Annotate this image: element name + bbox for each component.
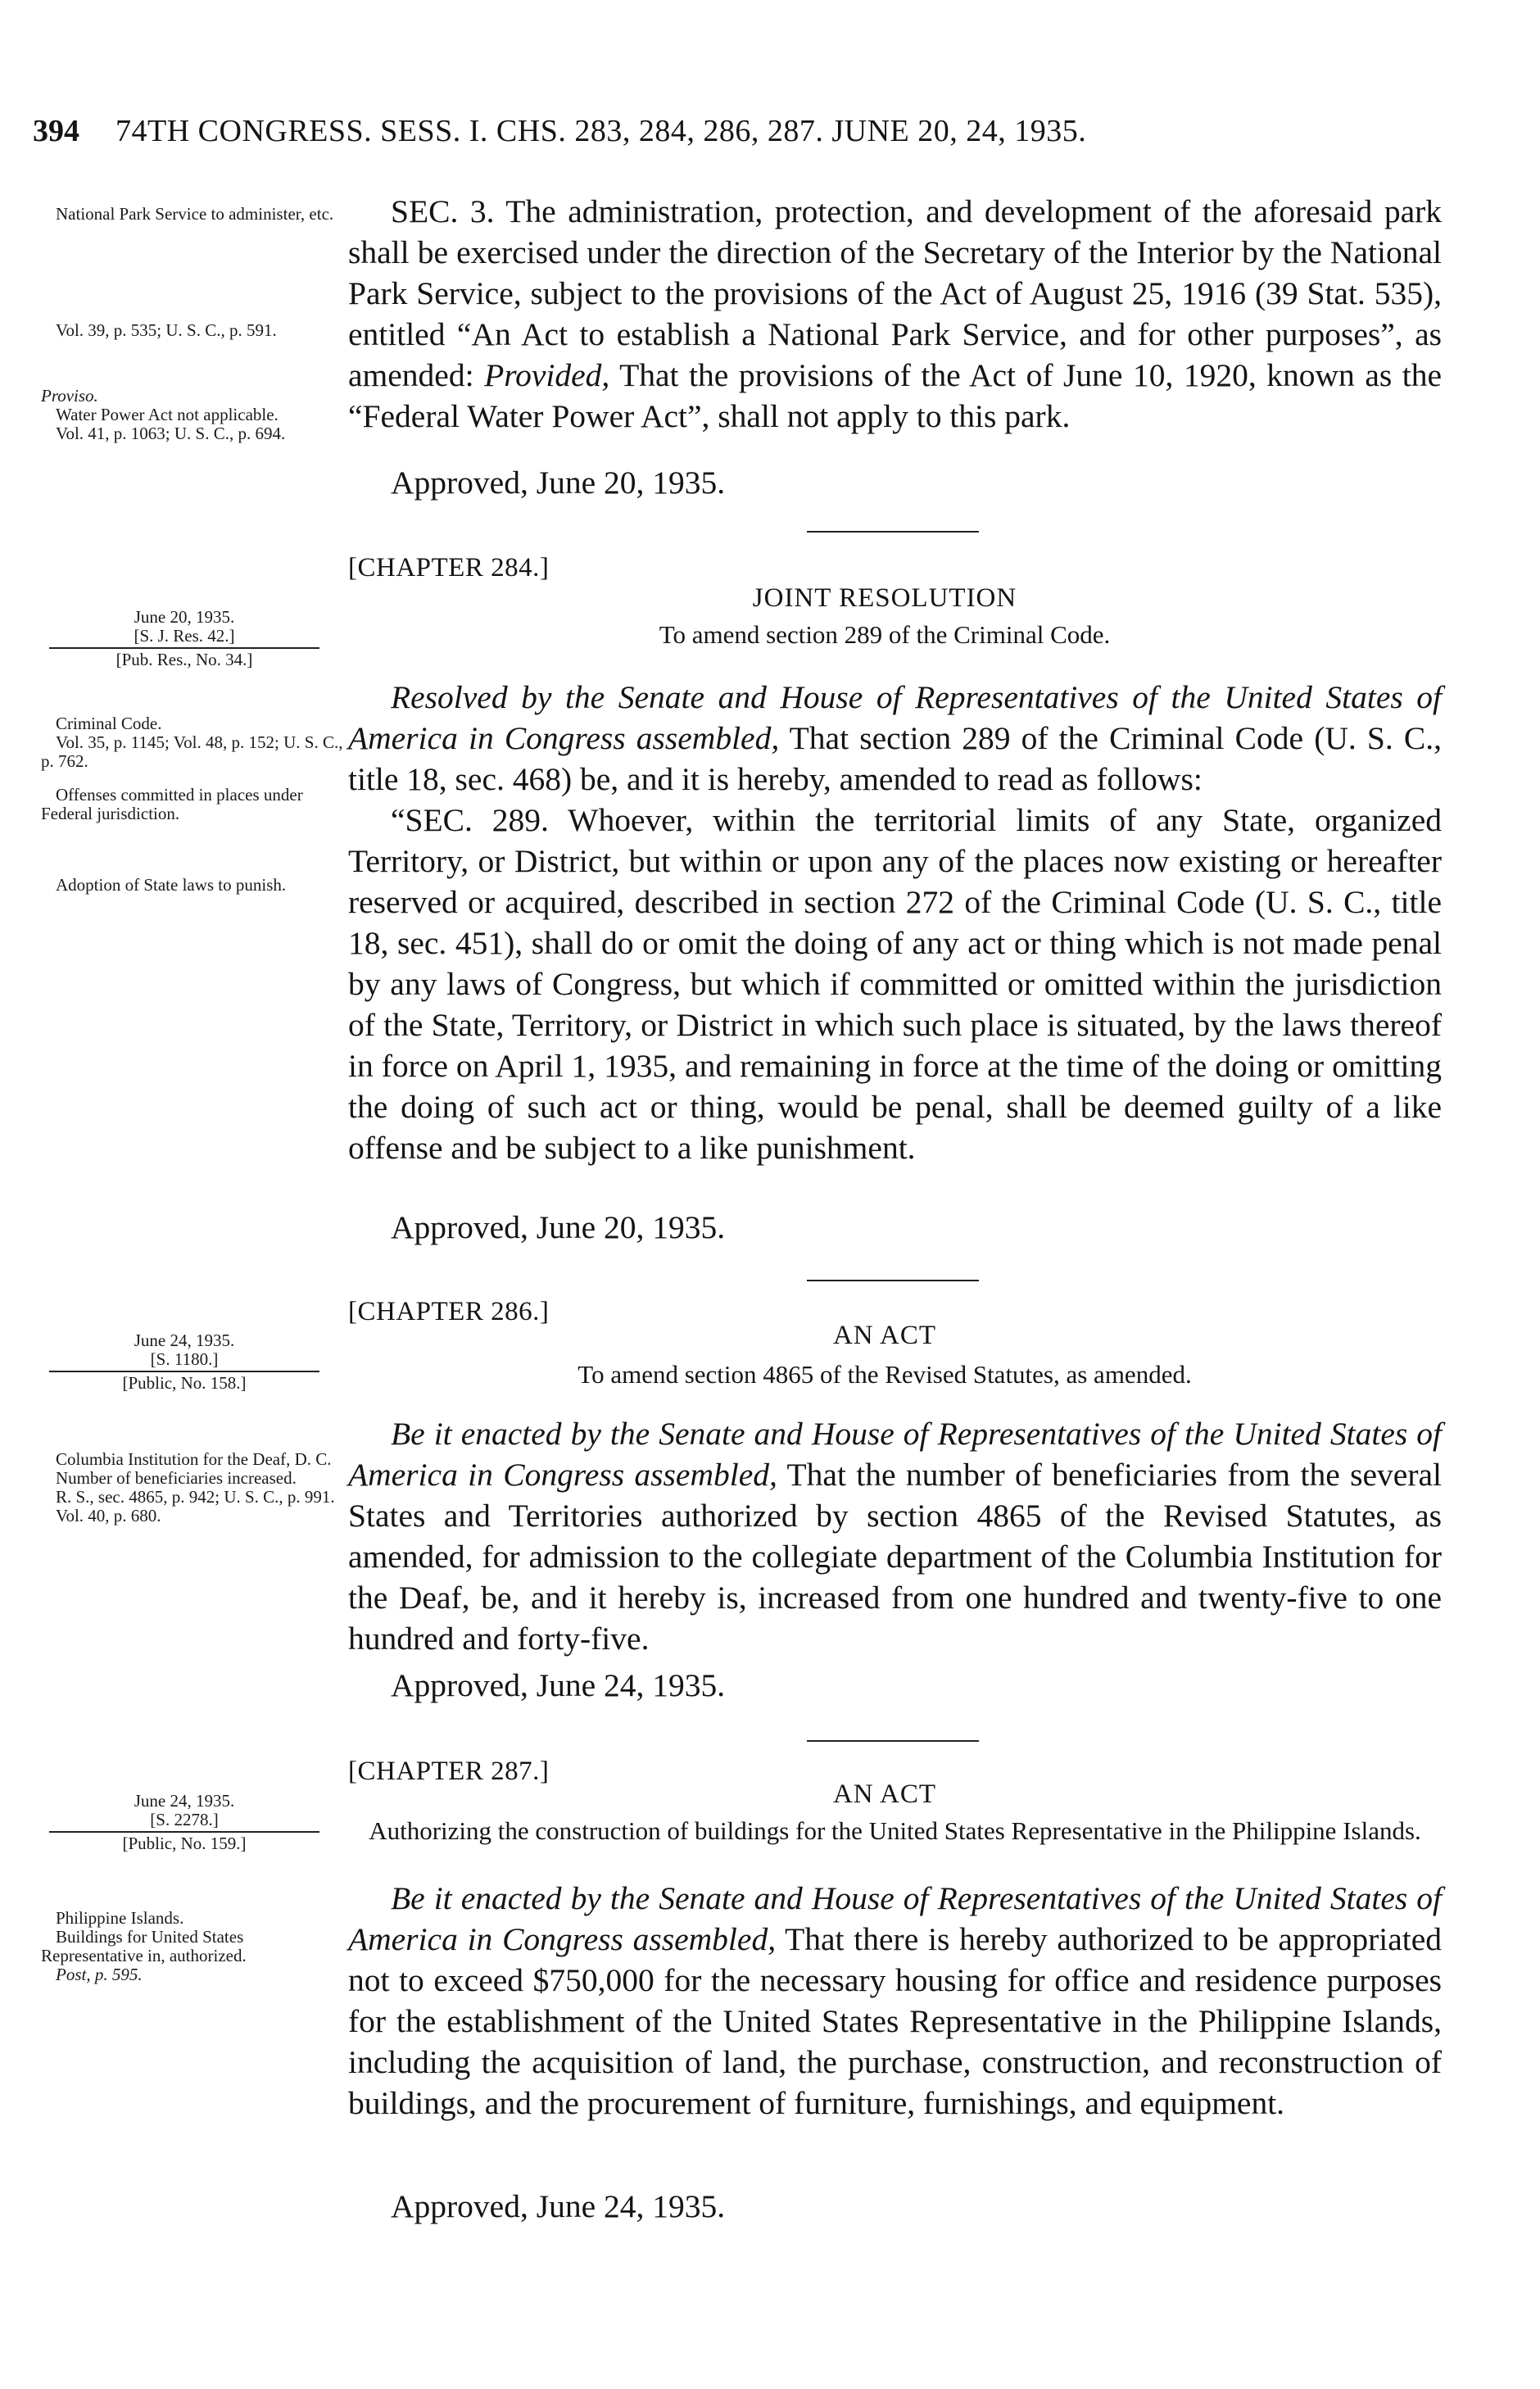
ch284-heading: JOINT RESOLUTION (752, 583, 1017, 613)
sec3-body (348, 191, 1442, 437)
ch286-law: [Public, No. 158.] (122, 1373, 247, 1393)
ch287-text: That there is hereby authorized to be appropriated not to exceed $750,000 for the necessary housing for office and residence purposes for the establishment of the United States Representative in the Philippine Islands, including the acquisition of land, the purchase, construction, and reconstruction of buildings, and the procurement of furniture, furnishings, and equipment. (348, 1921, 1442, 2121)
sec3-approved: Approved, June 20, 1935. (391, 465, 726, 501)
ch286-approved: Approved, June 24, 1935. (391, 1667, 726, 1703)
ch284-margin-notes: Criminal Code. Vol. 35, p. 1145; Vol. 48, p. 152; U. S. C., p. 762. Offenses committed in places under Federal jurisdiction. Adoption of State laws to punish. (41, 714, 343, 895)
ch287-chapter-label: [CHAPTER 287.] (348, 1757, 550, 1786)
ch284-body (348, 677, 1442, 1168)
ch284-margin-bill-info (49, 608, 319, 669)
ch284-date: June 20, 1935. (134, 607, 235, 627)
ch286-purpose: To amend section 4865 of the Revised Statutes, as amended. (578, 1360, 1192, 1389)
page-number: 394 (33, 114, 79, 148)
ch287-date: June 24, 1935. (134, 1791, 235, 1811)
ch287-law: [Public, No. 159.] (122, 1834, 247, 1853)
ch286-chapter-label: [CHAPTER 286.] (348, 1297, 550, 1326)
ch286-heading: AN ACT (832, 1321, 937, 1350)
ch287-bill: [S. 2278.] (150, 1810, 219, 1829)
ch284-chapter-label: [CHAPTER 284.] (348, 553, 550, 583)
ch287-heading: AN ACT (832, 1779, 937, 1809)
section-divider (807, 1740, 979, 1742)
ch287-margin-notes: Philippine Islands. Buildings for United States Representative in, authorized. Post, p. 595. (41, 1908, 247, 1984)
sec3-text-a: The administration, protection, and development of the aforesaid park shall be exercised under the direction of the Secretary of the Interior by the National Park Service, subject to the provisions of the Act of August 25, 1916 (39 Stat. 535), entitled “An Act to establish a National Park Service, and for other purposes”, as amended: (348, 193, 1443, 393)
ch286-text: That the number of beneficiaries from the several States and Territories authorized by section 4865 of the Revised Statutes, as amended, for admission to the collegiate department of the Columbia Institution for the Deaf, be, and it hereby is, increased from one hundred and twenty-five to one hundred and forty-five. (348, 1457, 1443, 1657)
ch286-margin-notes: Columbia Institution for the Deaf, D. C. Number of beneficiaries increased. R. S., sec. 4865, p. 942; U. S. C., p. 991. Vol. 40, p. 680. (56, 1449, 335, 1525)
ch287-margin-bill-info (49, 1792, 319, 1853)
sec3-provided: Provided, (484, 357, 610, 393)
ch284-law: [Pub. Res., No. 34.] (116, 650, 253, 669)
running-header (33, 113, 1442, 149)
ch287-body (348, 1878, 1442, 2124)
ch284-text-a: That section 289 of the Criminal Code (U. S. C., title 18, sec. 468) be, and it is hereby, amended to read as follows: (348, 720, 1442, 797)
ch286-body (348, 1413, 1442, 1659)
ch284-resolved: Resolved by the Senate and House of Representatives of the United States of America in Congress assembled, (348, 679, 1442, 756)
header-title: 74TH CONGRESS. SESS. I. CHS. 283, 284, 286, 287. JUNE 20, 24, 1935. (116, 114, 1087, 148)
ch286-bill: [S. 1180.] (150, 1349, 219, 1369)
ch284-bill: [S. J. Res. 42.] (134, 626, 235, 646)
sec3-margin-citation: Vol. 39, p. 535; U. S. C., p. 591. (56, 320, 277, 340)
sec3-margin-proviso: Proviso. Water Power Act not applicable. Vol. 41, p. 1063; U. S. C., p. 694. (41, 386, 286, 443)
sec3-label: SEC. 3. (391, 193, 495, 229)
ch287-purpose: Authorizing the construction of buildings for the United States Representative in the Philippine Islands. (369, 1816, 1421, 1845)
ch286-enacted: Be it enacted by the Senate and House of Representatives of the United States of America in Congress assembled, (348, 1416, 1442, 1493)
ch287-approved: Approved, June 24, 1935. (391, 2188, 726, 2224)
ch284-approved: Approved, June 20, 1935. (391, 1209, 726, 1245)
ch286-date: June 24, 1935. (134, 1330, 235, 1350)
section-divider (807, 1280, 979, 1281)
sec3-text-b: That the provisions of the Act of June 10, 1920, known as the “Federal Water Power Act”, shall not apply to this park. (348, 357, 1443, 434)
sec3-margin-note-admin: National Park Service to administer, etc. (56, 204, 334, 224)
section-divider (807, 531, 979, 533)
ch287-enacted: Be it enacted by the Senate and House of Representatives of the United States of America in Congress assembled, (348, 1880, 1442, 1957)
ch286-margin-bill-info (49, 1331, 319, 1393)
ch284-purpose: To amend section 289 of the Criminal Code. (659, 620, 1111, 649)
ch284-text-b: “SEC. 289. Whoever, within the territorial limits of any State, organized Territory, or District, but within or upon any of the places now existing or hereafter reserved or acquired, described in section 272 of the Criminal Code (U. S. C., title 18, sec. 451), shall do or omit the doing of any act or thing which is not made penal by any laws of Congress, but which if committed or omitted within the jurisdiction of the State, Territory, or District in which such place is situated, by the laws thereof in force on April 1, 1935, and remaining in force at the time of the doing or omitting the doing of such act or thing, would be penal, shall be deemed guilty of a like offense and be subject to a like punishment. (348, 802, 1442, 1166)
